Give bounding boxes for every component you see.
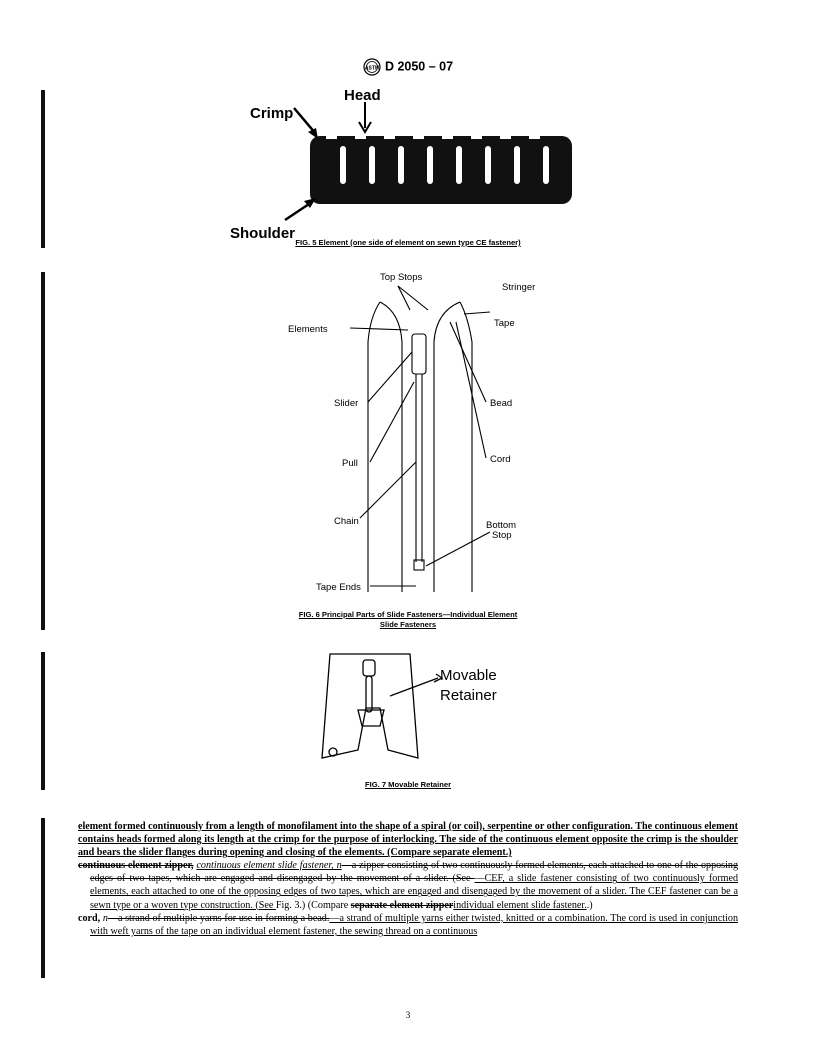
movable-label: Movable (440, 667, 497, 684)
deleted-term: continuous element zipper, (78, 860, 194, 872)
change-bar (41, 90, 45, 248)
elements-label: Elements (288, 324, 328, 335)
head-label: Head (344, 87, 381, 104)
figure-5 (200, 84, 600, 254)
definitions-text (78, 820, 738, 938)
element-illustration (200, 84, 600, 254)
figure-5-caption: FIG. 5 Element (one side of element on sewn type CE fastener) (295, 238, 521, 247)
document-designation: D 2050 – 07 (384, 59, 454, 74)
figure-reference: Fig. 3.) (Compare (275, 899, 351, 911)
bottom-stop-label-line2: Stop (492, 530, 512, 541)
change-bar (41, 272, 45, 630)
figure-6-caption-line2: Slide Fasteners (379, 620, 437, 629)
stringer-label: Stringer (502, 282, 536, 293)
figure-7 (300, 646, 530, 776)
astm-logo-icon (363, 58, 381, 76)
paragraph-end: .) (586, 899, 593, 911)
new-compare-term: individual element slide fastener. (453, 899, 587, 911)
slide-fastener-diagram (250, 262, 570, 592)
chain-label: Chain (334, 516, 359, 527)
movable-retainer-illustration (300, 646, 530, 776)
shoulder-label: Shoulder (230, 225, 296, 242)
figure-6-caption-line1: FIG. 6 Principal Parts of Slide Fasteners—Individual Element (298, 610, 518, 619)
cord-term: cord, (78, 912, 101, 924)
cord-deleted-definition: —a strand of multiple yarns for use in forming a bead. (107, 912, 330, 924)
logo-text: ASTM (364, 65, 380, 72)
deleted-compare-term: separate element zipper (350, 899, 454, 911)
deleted-definition: —a zipper consisting of two continuously formed elements, each attached to one of the opposing edges of two tapes, which are engaged and disengaged by the movement of a slider. (See (90, 860, 739, 885)
figure-7-caption: FIG. 7 Movable Retainer (364, 780, 452, 789)
tape-ends-label: Tape Ends (316, 582, 361, 592)
page-number: 3 (405, 1010, 411, 1020)
change-bar (41, 818, 45, 978)
retainer-label: Retainer (440, 687, 497, 704)
crimp-label: Crimp (250, 105, 294, 122)
bead-label: Bead (490, 398, 513, 409)
page-header (0, 58, 816, 76)
figure-6 (250, 262, 570, 592)
new-definition: —CEF, a slide fastener consisting of two continuously formed elements, each attached to one of the opposing edges of two tapes, which are engaged and disengaged by the movement of a slider. The CEF fastener can be a sewn type or a woven type construction. (See (90, 873, 738, 911)
paragraph-continuous-element-zipper (78, 859, 738, 911)
change-bar (41, 652, 45, 790)
top-stops-label: Top Stops (380, 272, 423, 283)
slider-label: Slider (334, 398, 359, 409)
pull-label: Pull (342, 458, 358, 469)
noun-marker: n (100, 912, 108, 924)
tape-label: Tape (494, 318, 515, 329)
paragraph-continuous-element: element formed continuously from a length of monofilament into the shape of a spiral (or coil), serpentine or other configuration. The continuous element contains heads formed along its length at the crimp for the purpose of interlocking. The side of the continuous element opposite the crimp is the shoulder and bears the slider flanges during opening and closing of the elements. (Compare separate element.) (78, 821, 738, 859)
new-term: continuous element slide fastener, n (196, 860, 342, 872)
bottom-stop-label-line1: Bottom (486, 520, 517, 531)
cord-label: Cord (490, 454, 511, 465)
cord-new-definition: —a strand of multiple yarns either twisted, knitted or a combination. The cord is used in conjunction with weft yarns of the tape on an individual element fastener, the sewing thread on a continuous (90, 912, 739, 937)
paragraph-cord (78, 912, 738, 938)
